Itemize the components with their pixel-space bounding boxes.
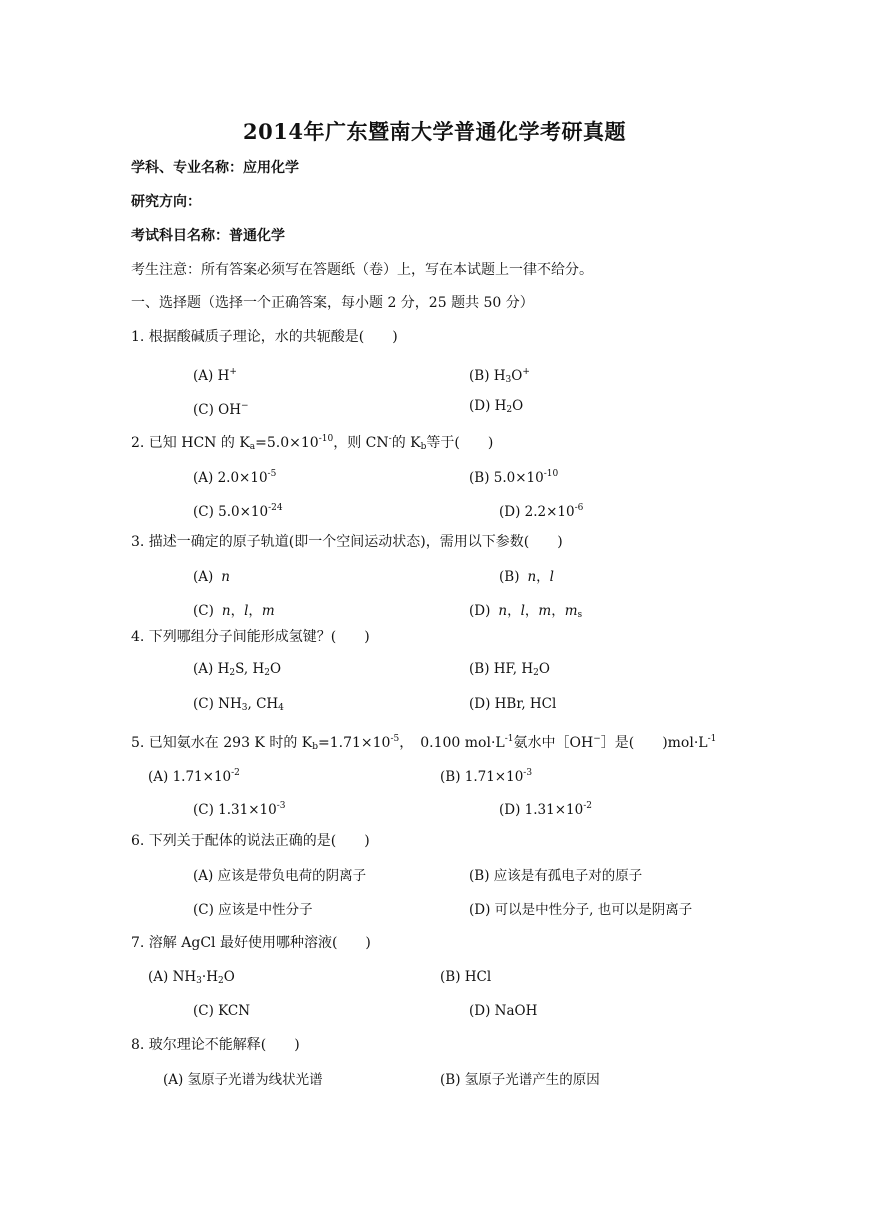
- q2-option-c: (C) $5.0\times 10^{-24}$: [193, 503, 283, 520]
- q5-option-b: (B) $1.71\times 10^{-3}$: [440, 768, 533, 785]
- q1-option-a: (A) H+: [193, 367, 237, 384]
- q1-option-b: (B) $H_3O^+$: [469, 367, 530, 385]
- direction-line: 研究方向：: [131, 194, 201, 210]
- q3-option-d: (D) n，l，m，$m_s$: [469, 603, 583, 620]
- question-5-stem: 5. 已知氨水在 293 K 时的 $K_b=1.71\times 10^{-5}$， 0.100 $mol\cdot L^{-1}$氨水中［OH−］是( )$mol\cdot L^{-1}$: [131, 734, 717, 752]
- notice-line: 考生注意：所有答案必须写在答题纸（卷）上，写在本试题上一律不给分。: [131, 262, 593, 278]
- question-4-stem: 4. 下列哪组分子间能形成氢键？( ): [131, 629, 370, 645]
- question-3-stem: 3. 描述一确定的原子轨道(即一个空间运动状态)，需用以下参数( ): [131, 534, 563, 550]
- q5-option-a: (A) $1.71\times 10^{-2}$: [148, 768, 240, 785]
- q4-option-c: (C) $NH_3$, $CH_4$: [193, 696, 284, 713]
- q8-option-a: (A) 氢原子光谱为线状光谱: [163, 1072, 323, 1088]
- section-heading: 一、选择题（选择一个正确答案，每小题 2 分，25 题共 50 分）: [131, 295, 534, 311]
- q8-option-b: (B) 氢原子光谱产生的原因: [440, 1072, 600, 1088]
- question-7-stem: 7. 溶解 AgCl 最好使用哪种溶液( ): [131, 935, 371, 951]
- q1-option-d: (D) $H_2O$: [469, 398, 524, 415]
- q5-option-d: (D) $1.31\times 10^{-2}$: [499, 801, 592, 818]
- q6-option-d: (D) 可以是中性分子, 也可以是阴离子: [469, 902, 693, 918]
- q6-option-a: (A) 应该是带负电荷的阴离子: [193, 868, 367, 884]
- q6-option-c: (C) 应该是中性分子: [193, 902, 313, 918]
- q5-option-c: (C) $1.31\times 10^{-3}$: [193, 801, 286, 818]
- question-2-stem: 2. 已知 HCN 的 $K_a=5.0\times 10^{-10}$，则 CN-的 $K_b$等于( ): [131, 434, 494, 452]
- q3-option-c: (C) n，l，m: [193, 603, 275, 619]
- q1-option-c: (C) OH−: [193, 401, 249, 418]
- q7-option-c: (C) KCN: [193, 1003, 251, 1019]
- q2-option-b: (B) $5.0\times 10^{-10}$: [469, 469, 559, 486]
- q4-option-a: (A) $H_2S$, $H_2O$: [193, 661, 282, 678]
- page-title: 2014年广东暨南大学普通化学考研真题: [243, 119, 626, 144]
- q7-option-d: (D) NaOH: [469, 1003, 538, 1019]
- q3-option-a: (A) n: [193, 569, 230, 585]
- q6-option-b: (B) 应该是有孤电子对的原子: [469, 868, 643, 884]
- question-8-stem: 8. 玻尔理论不能解释( ): [131, 1037, 300, 1053]
- subject-line: 考试科目名称：普通化学: [131, 228, 285, 244]
- question-6-stem: 6. 下列关于配体的说法正确的是( ): [131, 833, 370, 849]
- q2-option-a: (A) $2.0\times 10^{-5}$: [193, 469, 277, 486]
- q7-option-b: (B) HCl: [440, 969, 492, 985]
- question-1-stem: 1. 根据酸碱质子理论，水的共轭酸是( ): [131, 329, 398, 345]
- q7-option-a: (A) $NH_3\cdot H_2O$: [148, 969, 235, 986]
- major-line: 学科、专业名称：应用化学: [131, 160, 299, 176]
- q2-option-d: (D) $2.2\times 10^{-6}$: [499, 503, 584, 520]
- q3-option-b: (B) n，l: [499, 569, 554, 585]
- q4-option-b: (B) HF, $H_2O$: [469, 661, 550, 678]
- q4-option-d: (D) HBr, HCl: [469, 696, 557, 712]
